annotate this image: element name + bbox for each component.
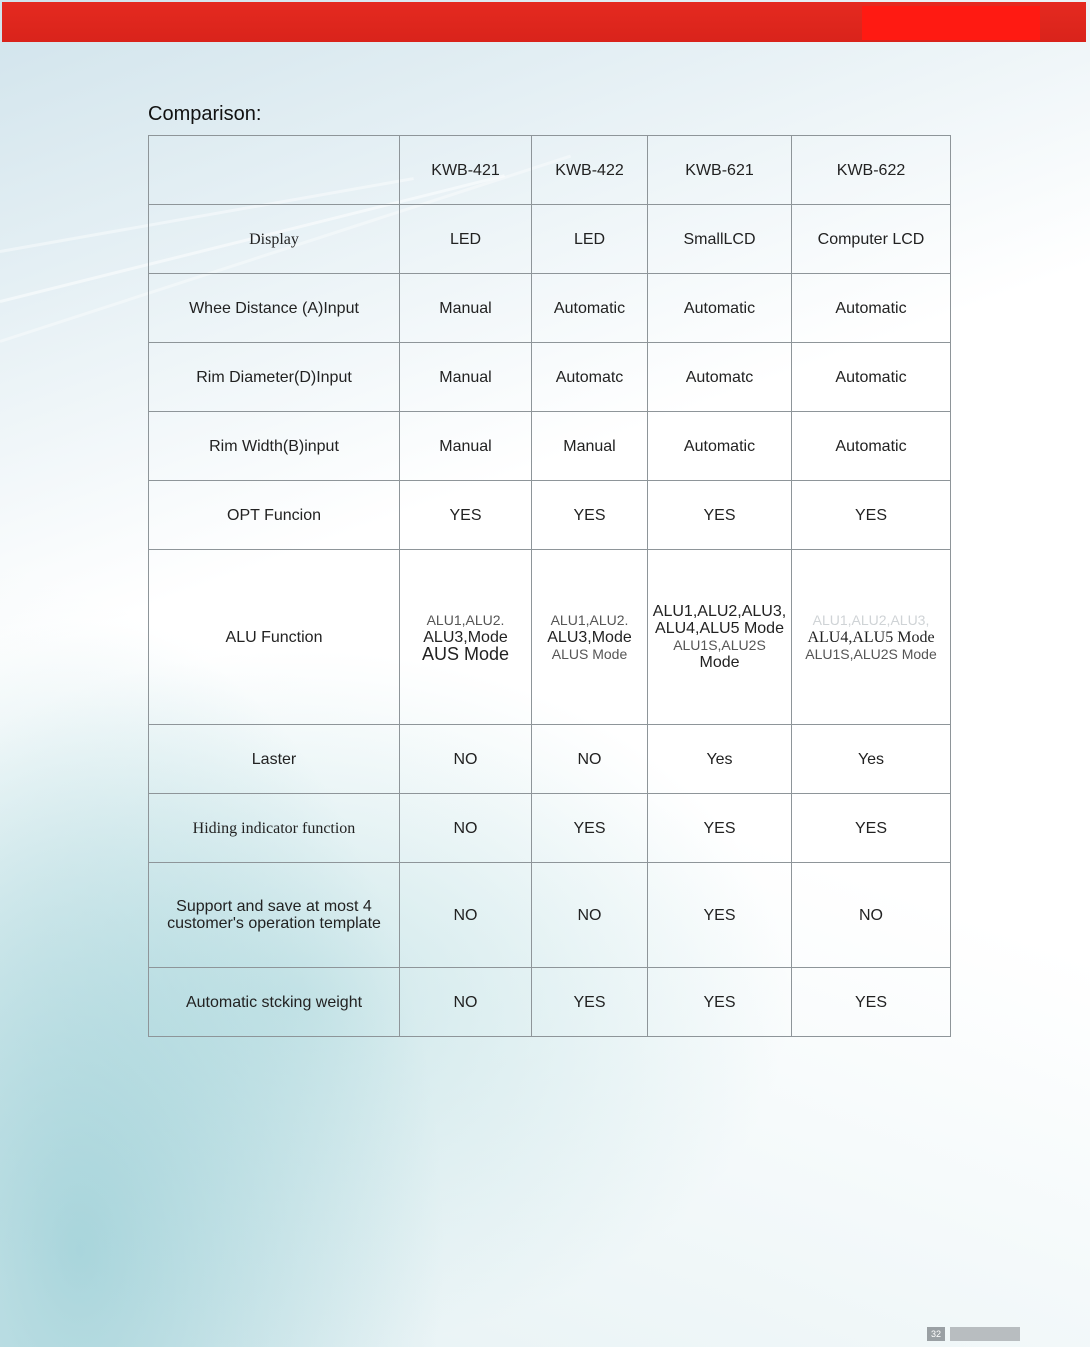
table-cell: Automatic xyxy=(648,274,792,343)
table-row-opt-function xyxy=(149,481,951,550)
alu-line: ALU4,ALU5 Mode xyxy=(655,620,784,637)
table-cell: YES xyxy=(648,794,792,863)
table-cell: LED xyxy=(400,205,532,274)
table-cell: YES xyxy=(532,794,648,863)
page-number: 32 xyxy=(927,1327,945,1341)
footer-bar xyxy=(950,1327,1020,1341)
table-cell: Automatic xyxy=(792,274,951,343)
table-cell xyxy=(648,550,792,725)
header-kwb-621: KWB-621 xyxy=(648,136,792,205)
table-cell: NO xyxy=(792,863,951,968)
page-title: Comparison: xyxy=(148,103,262,125)
table-cell: YES xyxy=(532,968,648,1037)
table-cell: NO xyxy=(532,725,648,794)
row-label: Hiding indicator function xyxy=(149,794,400,863)
table-cell: LED xyxy=(532,205,648,274)
table-header-row xyxy=(149,136,951,205)
row-label: Laster xyxy=(149,725,400,794)
alu-line: ALU3,Mode xyxy=(547,628,632,646)
row-label: Rim Diameter(D)Input xyxy=(149,343,400,412)
alu-line: ALU3,Mode xyxy=(423,628,508,646)
table-row-laster xyxy=(149,725,951,794)
table-cell: SmallLCD xyxy=(648,205,792,274)
table-row-operation-template xyxy=(149,863,951,968)
table-cell: Automatc xyxy=(532,343,648,412)
row-label: OPT Funcion xyxy=(149,481,400,550)
row-label: ALU Function xyxy=(149,550,400,725)
table-cell: Yes xyxy=(648,725,792,794)
alu-line: ALU1,ALU2. xyxy=(550,611,629,628)
table-row-automatic-sticking-weight xyxy=(149,968,951,1037)
table-row-display xyxy=(149,205,951,274)
table-cell: Manual xyxy=(532,412,648,481)
row-label-line: Support and save at most 4 xyxy=(176,898,372,915)
table-cell: Yes xyxy=(792,725,951,794)
table-cell xyxy=(792,550,951,725)
table-cell: YES xyxy=(792,794,951,863)
row-label: Whee Distance (A)Input xyxy=(149,274,400,343)
table-row-rim-width xyxy=(149,412,951,481)
table-cell: Automatic xyxy=(792,412,951,481)
header-kwb-422: KWB-422 xyxy=(532,136,648,205)
alu-line: ALUS Mode xyxy=(551,645,628,662)
table-cell: YES xyxy=(648,863,792,968)
table-cell: Manual xyxy=(400,343,532,412)
table-cell: NO xyxy=(400,725,532,794)
alu-line: Mode xyxy=(699,654,740,671)
table-cell: Automatic xyxy=(792,343,951,412)
table-cell: YES xyxy=(532,481,648,550)
table-cell xyxy=(400,550,532,725)
header-kwb-421: KWB-421 xyxy=(400,136,532,205)
table-cell: NO xyxy=(532,863,648,968)
table-cell xyxy=(532,550,648,725)
table-cell: NO xyxy=(400,863,532,968)
header-kwb-622: KWB-622 xyxy=(792,136,951,205)
table-cell: YES xyxy=(648,968,792,1037)
table-row-alu-function xyxy=(149,550,951,725)
table-cell: Automatic xyxy=(532,274,648,343)
row-label: Automatic stcking weight xyxy=(149,968,400,1037)
table-row-wheel-distance xyxy=(149,274,951,343)
comparison-table xyxy=(148,135,951,1037)
alu-line: ALU1,ALU2. xyxy=(426,611,505,628)
table-cell: YES xyxy=(400,481,532,550)
alu-line: ALU4,ALU5 Mode xyxy=(807,628,935,646)
alu-line: AUS Mode xyxy=(421,643,510,664)
row-label: Rim Width(B)input xyxy=(149,412,400,481)
table-cell: NO xyxy=(400,968,532,1037)
table-cell: Automatc xyxy=(648,343,792,412)
alu-line: ALU1S,ALU2S xyxy=(673,637,766,653)
table-cell: Manual xyxy=(400,412,532,481)
table-cell: Computer LCD xyxy=(792,205,951,274)
table-cell: YES xyxy=(792,968,951,1037)
table-cell: Automatic xyxy=(648,412,792,481)
table-row-hiding-indicator xyxy=(149,794,951,863)
alu-line: ALU1,ALU2,ALU3, xyxy=(812,611,930,628)
table-cell: YES xyxy=(648,481,792,550)
row-label: Display xyxy=(149,205,400,274)
alu-line: ALU1,ALU2,ALU3, xyxy=(652,603,787,620)
top-banner-accent xyxy=(862,6,1040,40)
table-row-rim-diameter xyxy=(149,343,951,412)
table-cell: Manual xyxy=(400,274,532,343)
row-label xyxy=(149,863,400,968)
header-corner-cell xyxy=(149,136,400,205)
table-cell: NO xyxy=(400,794,532,863)
table-cell: YES xyxy=(792,481,951,550)
alu-line: ALU1S,ALU2S Mode xyxy=(805,645,937,662)
row-label-line: customer's operation template xyxy=(167,915,381,932)
